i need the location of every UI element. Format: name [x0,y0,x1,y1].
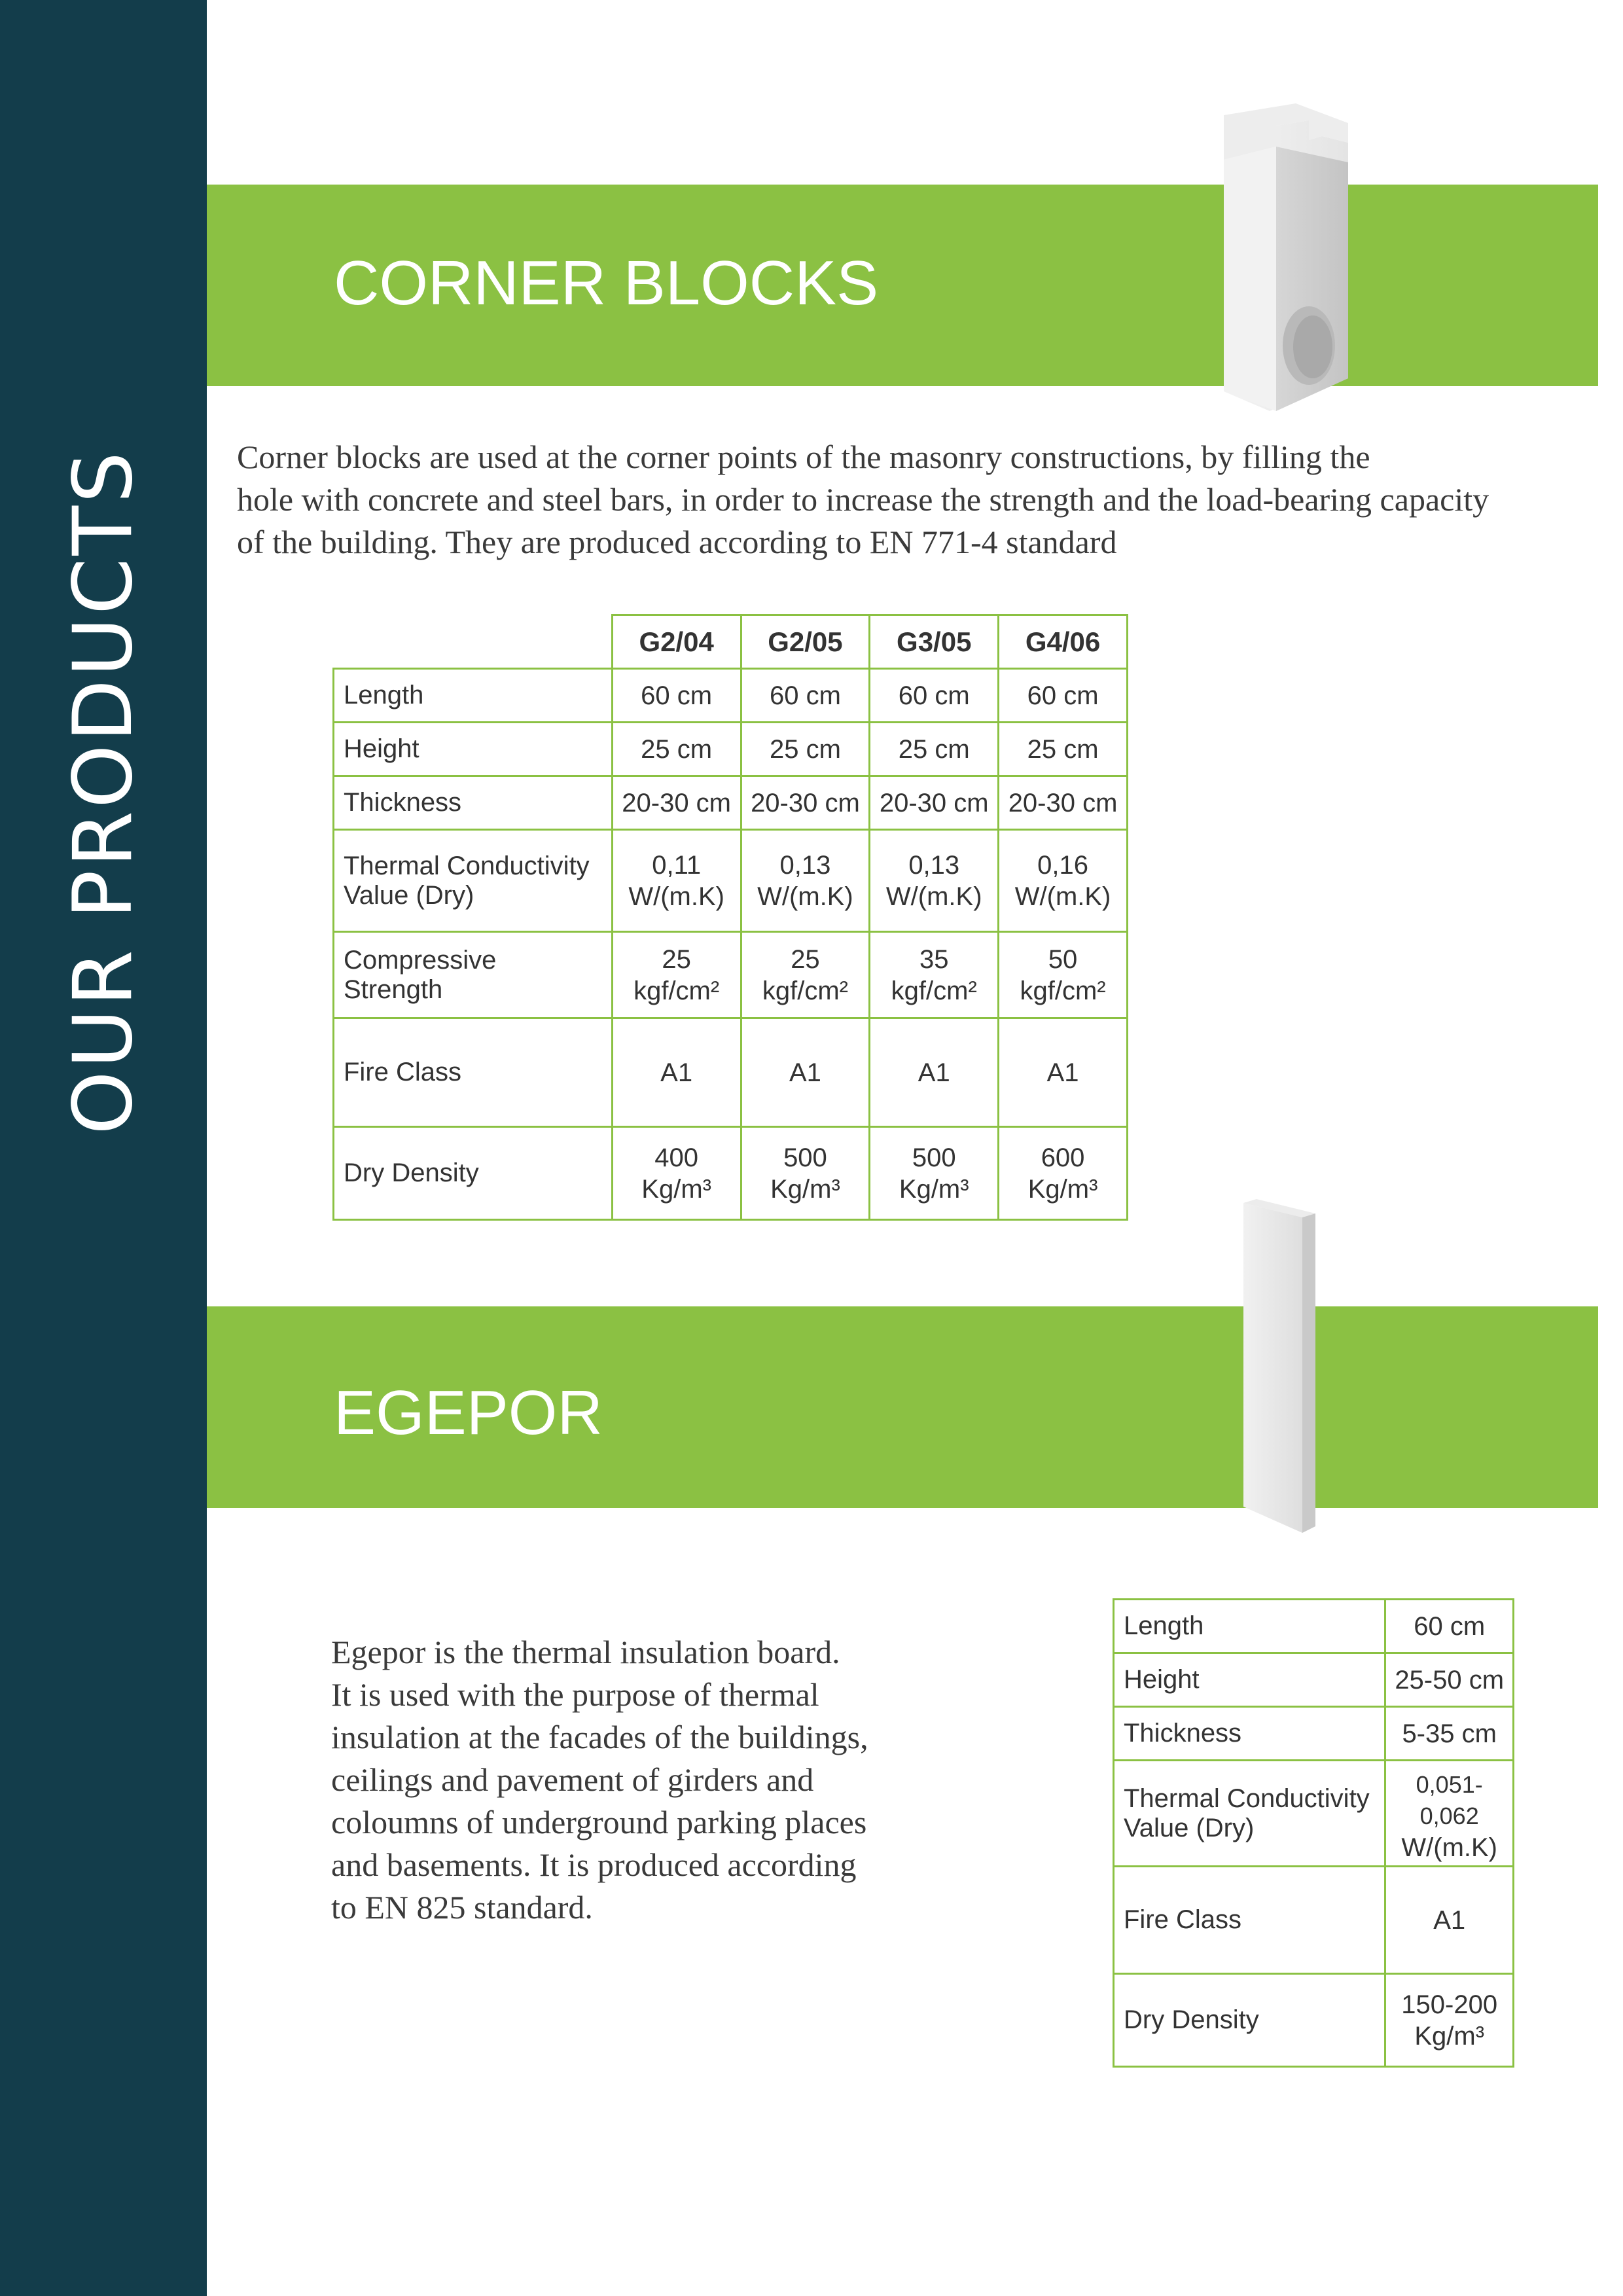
description-line: insulation at the facades of the buildings, [331,1719,868,1755]
table-row [1114,1867,1514,1974]
table-row [334,1127,1128,1220]
cell-value: 400 [654,1143,699,1172]
cell-value: 20-30 cm [870,776,999,830]
cell-value: A1 [999,1018,1128,1127]
table-row [1114,1974,1514,2067]
cell-unit: kgf/cm² [891,976,977,1005]
cell-unit: kgf/cm² [1020,976,1106,1005]
cell-value: 150-200 [1401,1990,1498,2019]
cell-value: 5-35 cm [1385,1707,1514,1761]
description-line: Egepor is the thermal insulation board. [331,1634,840,1670]
cell-value: A1 [741,1018,870,1127]
cell-unit: kgf/cm² [633,976,720,1005]
cell-value: 35 [919,944,949,974]
cell-value: 60 cm [612,669,741,723]
cell-value: 500 [912,1143,956,1172]
header-blank-cell [334,615,613,669]
egepor-title: EGEPOR [334,1378,603,1448]
table-row [334,723,1128,776]
row-label: Dry Density [334,1127,613,1220]
egepor-band [207,1306,1598,1508]
cell-unit: Kg/m³ [770,1174,840,1204]
cell-value: 20-30 cm [741,776,870,830]
column-header: G4/06 [999,615,1128,669]
cell-value: 0,13 [779,850,831,880]
table-row [334,830,1128,932]
description-line: Corner blocks are used at the corner points of the masonry constructions, by filling the [237,439,1370,475]
row-label: Thermal Conductivity [1124,1784,1370,1813]
cell-unit: kgf/cm² [762,976,848,1005]
row-label: Thickness [334,776,613,830]
cell-value: 60 cm [870,669,999,723]
cell-value: 25-50 cm [1385,1653,1514,1707]
cell-value: 20-30 cm [612,776,741,830]
corner-blocks-title: CORNER BLOCKS [334,248,879,318]
corner-block-image [1211,103,1381,418]
cell-value: 60 cm [741,669,870,723]
cell-unit: W/(m.K) [757,882,853,911]
description-line: and basements. It is produced according [331,1846,857,1883]
egepor-board-image [1230,1199,1329,1539]
table-row [1114,1600,1514,1653]
cell-value: A1 [1385,1867,1514,1974]
row-label: Height [334,723,613,776]
sidebar [0,0,207,2296]
cell-unit: W/(m.K) [885,882,982,911]
row-label: Value (Dry) [1124,1813,1255,1842]
cell-value: 50 [1048,944,1078,974]
cell-unit: W/(m.K) [1401,1833,1497,1862]
cell-value: 60 cm [999,669,1128,723]
cell-value: A1 [870,1018,999,1127]
table-header-row [334,615,1128,669]
column-header: G2/05 [741,615,870,669]
column-header: G2/04 [612,615,741,669]
cell-value: 25 cm [870,723,999,776]
cell-value: 25 [662,944,691,974]
sidebar-title: OUR PRODUCTS [56,449,151,1135]
description-line: coloumns of underground parking places [331,1804,867,1840]
cell-unit: Kg/m³ [641,1174,711,1204]
row-label: Fire Class [1114,1867,1385,1974]
table-row [1114,1653,1514,1707]
row-label: Height [1114,1653,1385,1707]
cell-value: 0,13 [908,850,960,880]
cell-value: 25 cm [741,723,870,776]
egepor-table [1113,1598,1514,2068]
cell-value: 600 [1041,1143,1085,1172]
row-label: Length [334,669,613,723]
cell-value: 500 [783,1143,827,1172]
table-row [334,776,1128,830]
corner-blocks-description [237,436,1489,564]
description-line: of the building. They are produced according to EN 771-4 standard [237,524,1117,560]
description-line: hole with concrete and steel bars, in order to increase the strength and the load-bearing capacity [237,481,1489,518]
cell-unit: Kg/m³ [1027,1174,1098,1204]
description-line: ceilings and pavement of girders and [331,1761,814,1798]
row-label: Length [1114,1600,1385,1653]
row-label: Dry Density [1114,1974,1385,2067]
corner-blocks-band [207,185,1598,386]
row-label: Thermal Conductivity [344,851,590,880]
cell-value: 0,16 [1037,850,1088,880]
row-label: Thickness [1114,1707,1385,1761]
cell-value: 0,051-0,062 [1416,1771,1483,1829]
description-line: It is used with the purpose of thermal [331,1676,819,1713]
cell-value: A1 [612,1018,741,1127]
cell-unit: Kg/m³ [899,1174,969,1204]
table-row [334,1018,1128,1127]
row-label: Fire Class [334,1018,613,1127]
table-row [1114,1761,1514,1867]
cell-value: 25 cm [999,723,1128,776]
row-label: Value (Dry) [344,880,474,910]
cell-unit: W/(m.K) [628,882,724,911]
table-row [1114,1707,1514,1761]
cell-value: 20-30 cm [999,776,1128,830]
description-line: to EN 825 standard. [331,1889,593,1926]
table-row [334,932,1128,1018]
cell-unit: W/(m.K) [1014,882,1111,911]
table-row [334,669,1128,723]
egepor-description [331,1631,868,1929]
corner-blocks-table [332,614,1128,1221]
row-label: Compressive [344,945,497,975]
cell-value: 0,11 [652,850,702,880]
column-header: G3/05 [870,615,999,669]
cell-value: 60 cm [1385,1600,1514,1653]
cell-value: 25 cm [612,723,741,776]
row-label: Strength [344,975,443,1004]
cell-value: 25 [791,944,820,974]
cell-unit: Kg/m³ [1414,2021,1485,2051]
